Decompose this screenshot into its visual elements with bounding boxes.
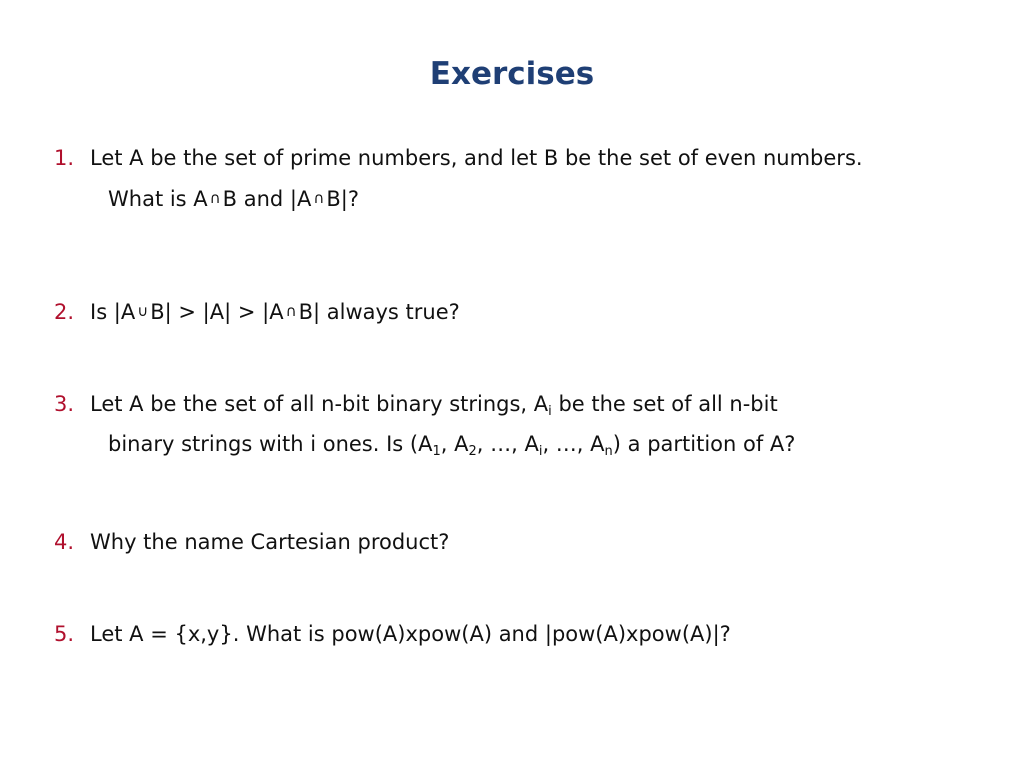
exercise-3-text-part: be the set of all n-bit: [551, 392, 778, 416]
exercise-2-text-part: B| always true?: [298, 300, 460, 324]
exercise-1-text-part: B|?: [326, 187, 359, 211]
exercise-1-line-1: [54, 138, 863, 178]
subscript: i: [538, 444, 543, 459]
union-symbol: ∪: [137, 302, 149, 320]
exercise-3-text-part: Let A be the set of all n-bit binary strings, A: [90, 392, 549, 416]
exercise-3-line-1: [54, 384, 795, 424]
subscript: i: [548, 404, 552, 419]
subscript: n: [604, 444, 613, 459]
intersection-symbol: ∩: [209, 189, 221, 207]
exercise-4-text: Why the name Cartesian product?: [90, 530, 450, 554]
exercise-2: [54, 291, 460, 332]
exercise-2-text-part: B| > |A| > |A: [150, 300, 284, 324]
exercise-1-text-part: B and |A: [222, 187, 312, 211]
exercise-1-text: Let A be the set of prime numbers, and let B be the set of even numbers.: [90, 146, 863, 170]
exercise-3-text-part: ) a partition of A?: [612, 432, 796, 456]
exercise-1-number: 1.: [54, 146, 75, 170]
exercise-5-text: Let A = {x,y}. What is pow(A)xpow(A) and |pow(A)xpow(A)|?: [90, 622, 731, 646]
exercise-3-text-part: , …, A: [542, 432, 605, 456]
exercise-1-text-part: What is A: [108, 187, 208, 211]
intersection-symbol: ∩: [285, 302, 297, 320]
exercise-1-line-2: [54, 178, 863, 219]
exercise-4: [54, 522, 449, 562]
exercise-3: [54, 384, 795, 464]
subscript: 2: [468, 444, 477, 459]
exercise-5-number: 5.: [54, 622, 75, 646]
exercise-1: [54, 138, 863, 219]
exercise-4-number: 4.: [54, 530, 75, 554]
subscript: 1: [432, 444, 441, 459]
exercise-5: [54, 614, 731, 654]
exercise-2-number: 2.: [54, 300, 75, 324]
exercise-2-text-part: Is |A: [90, 300, 136, 324]
exercise-3-text-part: binary strings with i ones. Is (A: [108, 432, 433, 456]
exercise-3-text-part: , A: [440, 432, 469, 456]
exercise-3-text-part: , …, A: [476, 432, 539, 456]
intersection-symbol: ∩: [313, 189, 325, 207]
slide-title: Exercises: [429, 56, 595, 92]
exercise-3-number: 3.: [54, 392, 75, 416]
exercise-3-line-2: [54, 424, 795, 464]
